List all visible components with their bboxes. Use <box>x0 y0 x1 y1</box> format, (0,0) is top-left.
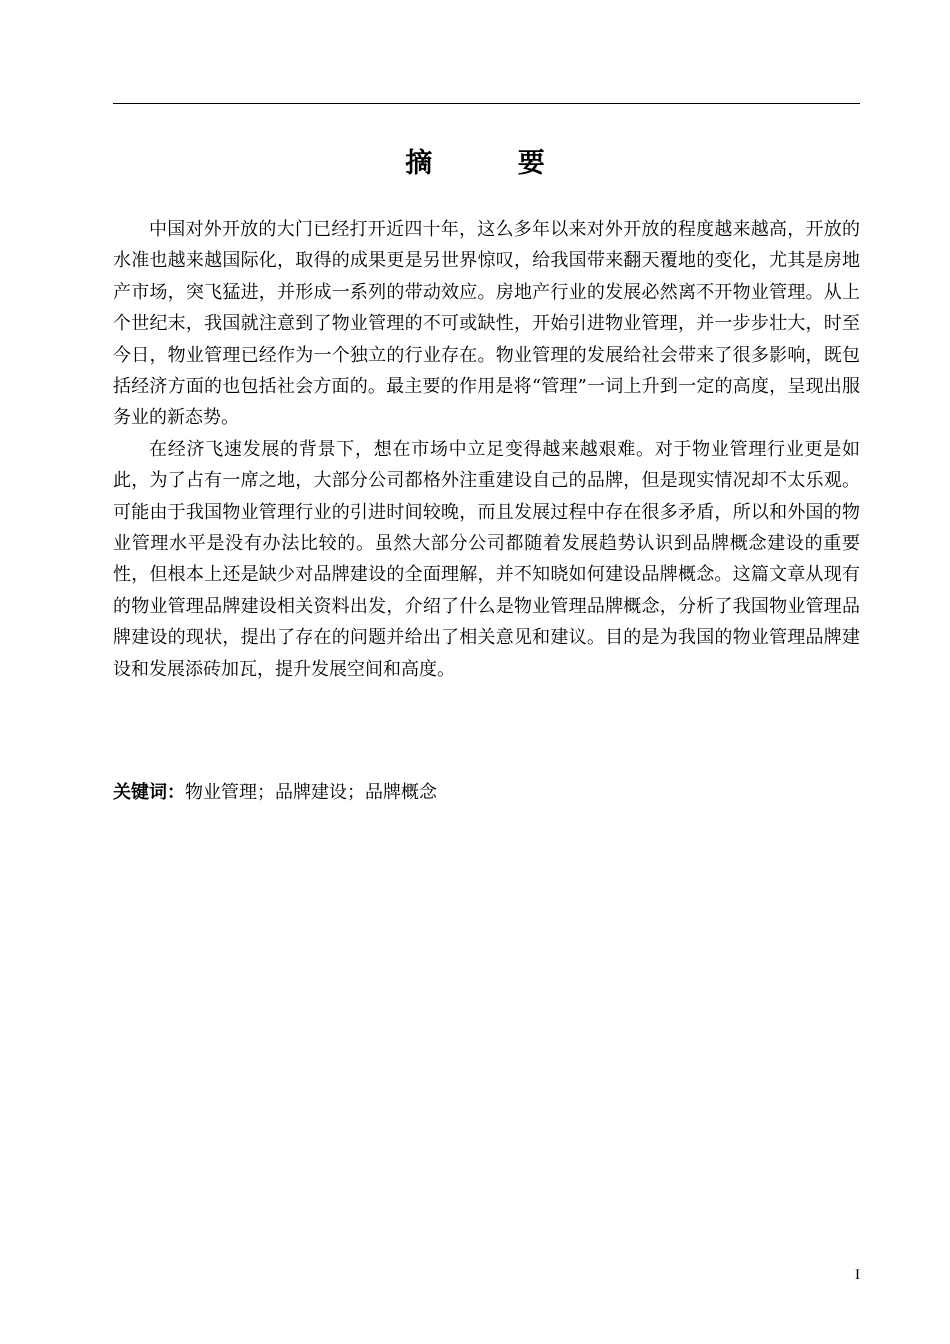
abstract-body <box>113 214 860 685</box>
abstract-paragraph-2: 在经济飞速发展的背景下，想在市场中立足变得越来越艰难。对于物业管理行业更是如此，为了占有一席之地，大部分公司都格外注重建设自己的品牌，但是现实情况却不太乐观。可能由于我国物业管理行业的引进时间较晚，而且发展过程中存在很多矛盾，所以和外国的物业管理水平是没有办法比较的。虽然大部分公司都随着发展趋势认识到品牌概念建设的重要性，但根本上还是缺少对品牌建设的全面理解，并不知晓如何建设品牌概念。这篇文章从现有的物业管理品牌建设相关资料出发，介绍了什么是物业管理品牌概念，分析了我国物业管理品牌建设的现状，提出了存在的问题并给出了相关意见和建议。目的是为我国的物业管理品牌建设和发展添砖加瓦，提升发展空间和高度。 <box>113 438 860 680</box>
page-number: I <box>855 1267 860 1283</box>
header-rule <box>113 103 860 104</box>
keywords-value: 物业管理；品牌建设；品牌概念 <box>185 782 437 803</box>
keywords-label: 关键词： <box>113 782 185 803</box>
abstract-title: 摘 要 <box>405 148 583 179</box>
abstract-paragraph-1: 中国对外开放的大门已经打开近四十年，这么多年以来对外开放的程度越来越高，开放的水准也越来越国际化，取得的成果更是另世界惊叹，给我国带来翻天覆地的变化，尤其是房地产市场，突飞猛进，并形成一系列的带动效应。房地产行业的发展必然离不开物业管理。从上个世纪末，我国就注意到了物业管理的不可或缺性，开始引进物业管理，并一步步壮大，时至今日，物业管理已经作为一个独立的行业存在。物业管理的发展给社会带来了很多影响，既包括经济方面的也包括社会方面的。最主要的作用是将“管理”一词上升到一定的高度，呈现出服务业的新态势。 <box>113 219 860 429</box>
keywords-line <box>113 779 860 807</box>
